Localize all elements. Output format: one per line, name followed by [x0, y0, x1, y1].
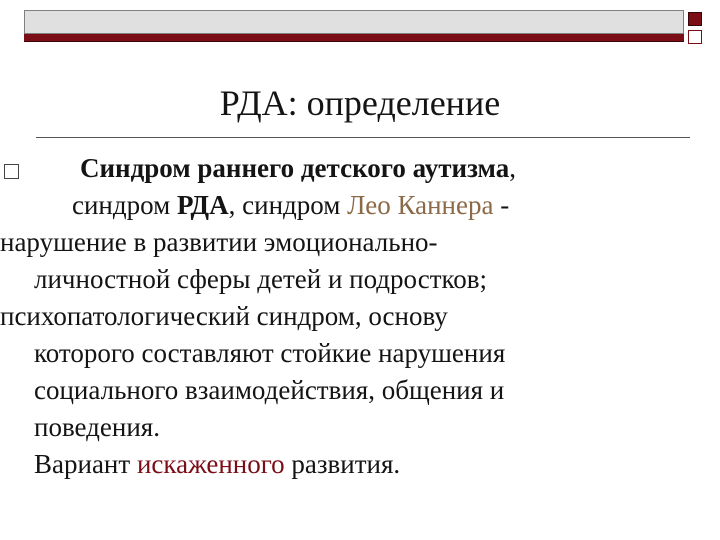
definition-line-2: синдром РДА, синдром Лео Каннера -	[72, 190, 510, 220]
corner-decoration	[686, 10, 706, 42]
paragraph-disorder: нарушение в развитии эмоционально- личностной сферы детей и подростков;	[0, 227, 488, 294]
header-band-gray	[24, 10, 684, 34]
term-main: Синдром раннего детского аутизма	[80, 153, 510, 183]
variant-line: Вариант искаженного развития.	[34, 449, 401, 479]
kanner-link[interactable]: Лео Каннера	[347, 190, 494, 220]
corner-square-outline	[688, 30, 702, 44]
header-band	[24, 10, 684, 42]
distorted-term: искаженного	[136, 449, 285, 479]
corner-square-filled	[688, 12, 702, 26]
title-divider	[36, 137, 690, 138]
paragraph-syndrome: психопатологический синдром, основу которого составляют стойкие нарушения социального взаимодействия, общения и поведения. Вариант искаженного развития.	[0, 298, 710, 483]
slide-title: РДА: определение	[219, 83, 501, 123]
term-rda: РДА	[176, 190, 229, 220]
header-band-red	[24, 34, 684, 42]
definition-paragraph: Синдром раннего детского аутизма, синдром РДА, синдром Лео Каннера -	[40, 150, 710, 224]
slide-body	[0, 150, 710, 483]
bullet-square-icon	[4, 164, 19, 179]
